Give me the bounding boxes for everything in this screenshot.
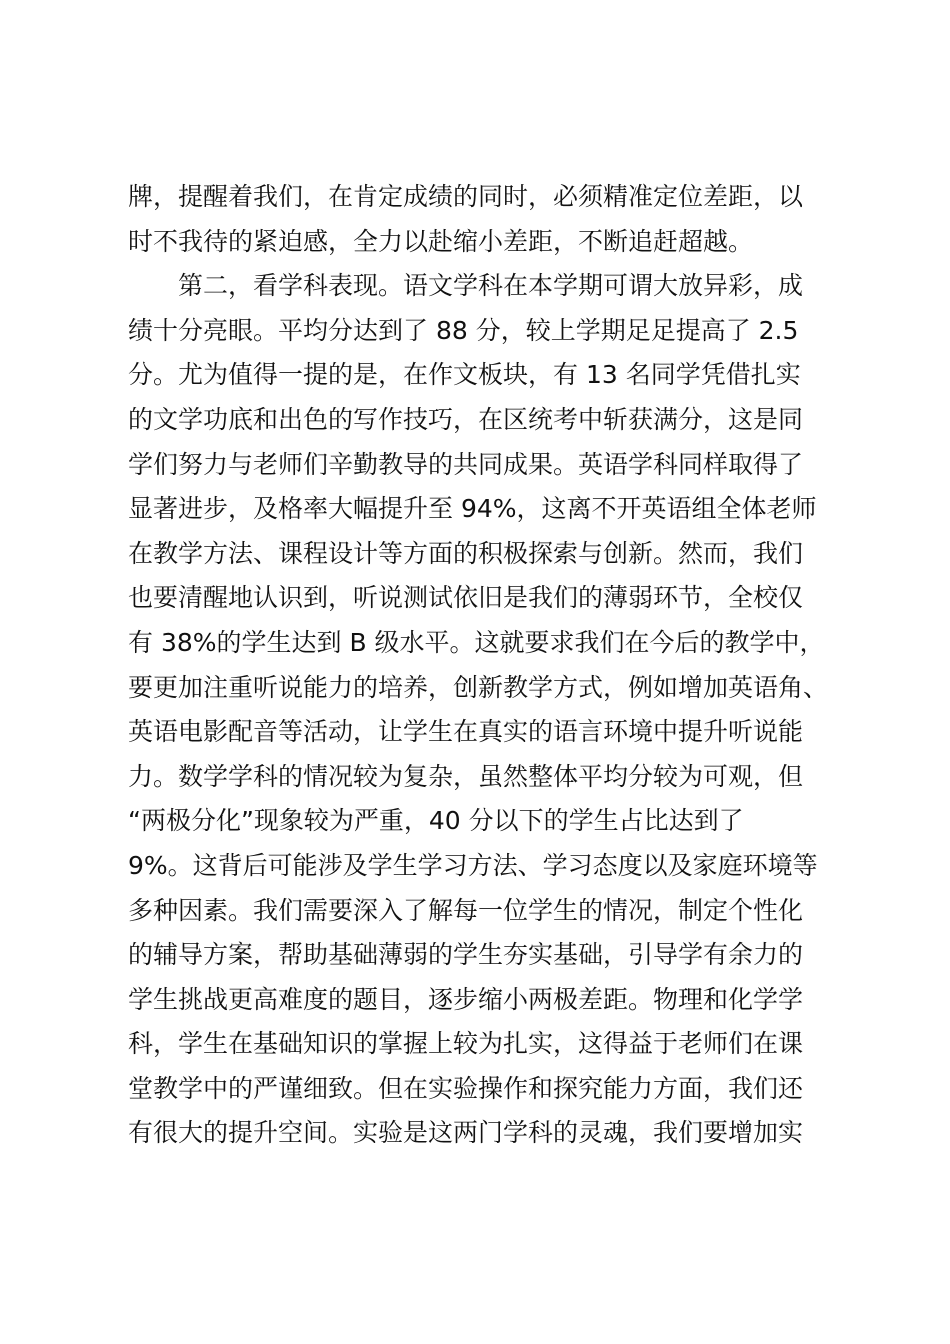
text-line-content: 牌，提醒着我们，在肯定成绩的同时，必须精准定位差距，以 bbox=[128, 182, 804, 211]
text-line-content: 要更加注重听说能力的培养，创新教学方式，例如增加英语角、 bbox=[128, 672, 829, 702]
text-line bbox=[128, 576, 838, 621]
text-line-content: 第二，看学科表现。语文学科在本学期可谓大放异彩，成 bbox=[178, 271, 804, 301]
text-line-content: 有很大的提升空间。实验是这两门学科的灵魂，我们要增加实 bbox=[128, 1118, 804, 1148]
text-line-content: “两极分化”现象较为严重，40 分以下的学生占比达到了 bbox=[128, 806, 744, 836]
text-line-content: 的文学功底和出色的写作技巧，在区统考中斩获满分，这是同 bbox=[128, 404, 804, 434]
text-line-content: 分。尤为值得一提的是，在作文板块，有 13 名同学凭借扎实 bbox=[128, 360, 801, 390]
text-line-content: 9%。这背后可能涉及学生学习方法、学习态度以及家庭环境等 bbox=[128, 850, 818, 880]
text-line bbox=[128, 710, 838, 755]
text-line bbox=[128, 844, 838, 889]
text-line bbox=[128, 755, 838, 800]
text-line bbox=[128, 487, 838, 532]
text-line-content: 的辅导方案，帮助基础薄弱的学生夯实基础，引导学有余力的 bbox=[128, 940, 804, 970]
text-line-content: 有 38%的学生达到 B 级水平。这就要求我们在今后的教学中， bbox=[128, 627, 825, 657]
text-line bbox=[128, 353, 838, 398]
text-line bbox=[128, 799, 838, 844]
text-line-content: 显著进步，及格率大幅提升至 94%，这离不开英语组全体老师 bbox=[128, 494, 817, 524]
text-line-content: 科，学生在基础知识的掌握上较为扎实，这得益于老师们在课 bbox=[128, 1029, 804, 1059]
text-line-content: 学生挑战更高难度的题目，逐步缩小两极差距。物理和化学学 bbox=[128, 984, 804, 1014]
text-line bbox=[128, 621, 838, 666]
text-line bbox=[128, 1067, 838, 1112]
text-line bbox=[128, 889, 838, 934]
text-line-content: 力。数学学科的情况较为复杂，虽然整体平均分较为可观，但 bbox=[128, 761, 804, 791]
body-text bbox=[128, 175, 838, 1156]
text-line bbox=[128, 1111, 838, 1156]
text-line-content: 英语电影配音等活动，让学生在真实的语言环境中提升听说能 bbox=[128, 717, 804, 747]
text-line-content: 时不我待的紧迫感，全力以赴缩小差距，不断追赶超越。 bbox=[128, 226, 754, 256]
text-line-content: 学们努力与老师们辛勤教导的共同成果。英语学科同样取得了 bbox=[128, 449, 804, 479]
text-line bbox=[128, 220, 838, 265]
text-line-content: 多种因素。我们需要深入了解每一位学生的情况，制定个性化 bbox=[128, 895, 804, 925]
text-line bbox=[128, 309, 838, 354]
text-line-content: 堂教学中的严谨细致。但在实验操作和探究能力方面，我们还 bbox=[128, 1073, 804, 1103]
text-line bbox=[128, 1022, 838, 1067]
text-line bbox=[128, 978, 838, 1023]
text-line bbox=[128, 933, 838, 978]
text-line bbox=[128, 532, 838, 577]
text-line bbox=[128, 175, 838, 220]
text-line bbox=[128, 443, 838, 488]
text-line-content: 绩十分亮眼。平均分达到了 88 分，较上学期足足提高了 2.5 bbox=[128, 315, 799, 345]
text-line bbox=[128, 398, 838, 443]
paragraph-first-line bbox=[128, 264, 838, 309]
text-line-content: 在教学方法、课程设计等方面的积极探索与创新。然而，我们 bbox=[128, 538, 804, 568]
text-line bbox=[128, 666, 838, 711]
text-line-content: 也要清醒地认识到，听说测试依旧是我们的薄弱环节，全校仅 bbox=[128, 583, 804, 613]
